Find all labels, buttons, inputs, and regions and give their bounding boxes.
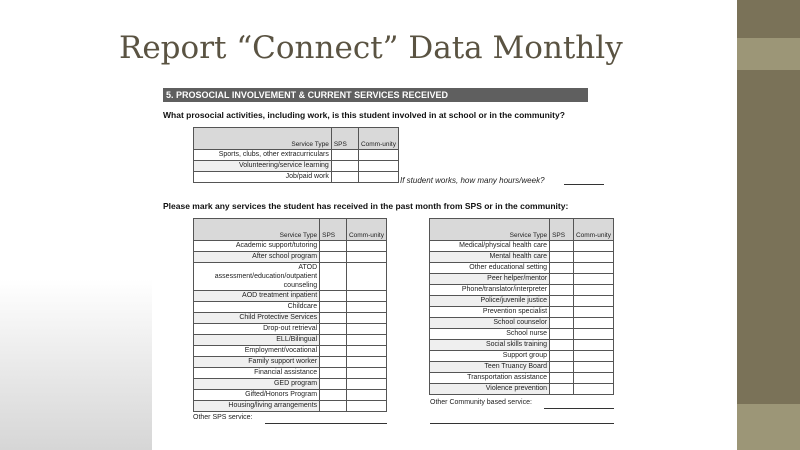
- table-row: [194, 150, 399, 161]
- table-row: [430, 362, 614, 373]
- table-row: [194, 379, 387, 390]
- row-label: Job/paid work: [194, 172, 332, 183]
- community-checkbox-cell[interactable]: [346, 313, 386, 324]
- sps-checkbox-cell[interactable]: [550, 241, 574, 252]
- col-sps: SPS: [550, 219, 574, 241]
- table-row: [430, 252, 614, 263]
- community-checkbox-cell[interactable]: [358, 150, 398, 161]
- community-checkbox-cell[interactable]: [573, 340, 613, 351]
- table-row: [430, 296, 614, 307]
- sps-checkbox-cell[interactable]: [320, 241, 347, 252]
- table-row: [194, 241, 387, 252]
- sps-checkbox-cell[interactable]: [550, 362, 574, 373]
- sps-checkbox-cell[interactable]: [320, 335, 347, 346]
- table-row: [194, 302, 387, 313]
- sps-checkbox-cell[interactable]: [331, 172, 358, 183]
- community-checkbox-cell[interactable]: [573, 362, 613, 373]
- community-checkbox-cell[interactable]: [346, 346, 386, 357]
- sps-checkbox-cell[interactable]: [550, 373, 574, 384]
- community-checkbox-cell[interactable]: [573, 252, 613, 263]
- sps-checkbox-cell[interactable]: [320, 390, 347, 401]
- right-accent-band-bottom: [737, 404, 800, 450]
- community-checkbox-cell[interactable]: [346, 368, 386, 379]
- col-service-type: Service Type: [194, 219, 320, 241]
- sps-checkbox-cell[interactable]: [550, 307, 574, 318]
- sps-checkbox-cell[interactable]: [320, 379, 347, 390]
- sps-checkbox-cell[interactable]: [320, 357, 347, 368]
- table-row: [430, 351, 614, 362]
- community-checkbox-cell[interactable]: [346, 291, 386, 302]
- slide-title: Report “Connect” Data Monthly: [119, 30, 623, 66]
- table-header-row: [194, 128, 399, 150]
- sps-checkbox-cell[interactable]: [320, 302, 347, 313]
- table-row: [194, 357, 387, 368]
- row-label: Support group: [430, 351, 550, 362]
- sps-checkbox-cell[interactable]: [550, 384, 574, 395]
- sps-checkbox-cell[interactable]: [320, 324, 347, 335]
- services-table-left: [193, 218, 387, 412]
- row-label: Sports, clubs, other extracurriculars: [194, 150, 332, 161]
- row-label: Gifted/Honors Program: [194, 390, 320, 401]
- community-checkbox-cell[interactable]: [346, 401, 386, 412]
- sps-checkbox-cell[interactable]: [550, 252, 574, 263]
- table-row: [430, 285, 614, 296]
- table-row: [194, 401, 387, 412]
- table-row: [194, 390, 387, 401]
- row-label: AOD treatment inpatient: [194, 291, 320, 302]
- services-table-right: [429, 218, 614, 395]
- sps-checkbox-cell[interactable]: [550, 263, 574, 274]
- row-label: Other educational setting: [430, 263, 550, 274]
- sps-checkbox-cell[interactable]: [550, 340, 574, 351]
- question-services: Please mark any services the student has received in the past month from SPS or in the community:: [163, 201, 569, 211]
- row-label: Transportation assistance: [430, 373, 550, 384]
- community-checkbox-cell[interactable]: [358, 172, 398, 183]
- table-row: [430, 263, 614, 274]
- sps-checkbox-cell[interactable]: [550, 351, 574, 362]
- other-community-service-label: Other Community based service:: [430, 399, 532, 406]
- table-row: [430, 241, 614, 252]
- other-community-service-field-line2[interactable]: [430, 423, 614, 424]
- table-row: [194, 161, 399, 172]
- sps-checkbox-cell[interactable]: [320, 346, 347, 357]
- row-label: Social skills training: [430, 340, 550, 351]
- table-row: [430, 274, 614, 285]
- table-header-row: [430, 219, 614, 241]
- community-checkbox-cell[interactable]: [358, 161, 398, 172]
- table-row: [430, 340, 614, 351]
- community-checkbox-cell[interactable]: [346, 390, 386, 401]
- row-label: School counselor: [430, 318, 550, 329]
- row-label: After school program: [194, 252, 320, 263]
- row-label: Employment/vocational: [194, 346, 320, 357]
- table-row: [430, 307, 614, 318]
- other-sps-service-label: Other SPS service:: [193, 414, 253, 421]
- col-service-type: Service Type: [430, 219, 550, 241]
- table-row: [194, 252, 387, 263]
- other-sps-service-field[interactable]: [265, 423, 387, 424]
- table-row: [194, 335, 387, 346]
- col-sps: SPS: [331, 128, 358, 150]
- row-label: Prevention specialist: [430, 307, 550, 318]
- row-label: Volunteering/service learning: [194, 161, 332, 172]
- sps-checkbox-cell[interactable]: [550, 285, 574, 296]
- table-row: [194, 263, 387, 291]
- col-community: Comm-unity: [573, 219, 613, 241]
- sps-checkbox-cell[interactable]: [320, 313, 347, 324]
- table-row: [194, 346, 387, 357]
- community-checkbox-cell[interactable]: [573, 241, 613, 252]
- row-label: Family support worker: [194, 357, 320, 368]
- form-document: [152, 80, 737, 450]
- community-checkbox-cell[interactable]: [346, 263, 386, 291]
- sps-checkbox-cell[interactable]: [320, 263, 347, 291]
- col-sps: SPS: [320, 219, 347, 241]
- row-label: Phone/translator/interpreter: [430, 285, 550, 296]
- sps-checkbox-cell[interactable]: [550, 329, 574, 340]
- row-label: Violence prevention: [430, 384, 550, 395]
- community-checkbox-cell[interactable]: [573, 318, 613, 329]
- community-checkbox-cell[interactable]: [346, 241, 386, 252]
- sps-checkbox-cell[interactable]: [331, 150, 358, 161]
- hours-per-week-label: If student works, how many hours/week?: [400, 176, 545, 185]
- sps-checkbox-cell[interactable]: [550, 274, 574, 285]
- sps-checkbox-cell[interactable]: [320, 401, 347, 412]
- row-label: Drop-out retrieval: [194, 324, 320, 335]
- community-checkbox-cell[interactable]: [346, 302, 386, 313]
- row-label: Teen Truancy Board: [430, 362, 550, 373]
- section-header: 5. PROSOCIAL INVOLVEMENT & CURRENT SERVICES RECEIVED: [163, 88, 588, 102]
- table-row: [194, 291, 387, 302]
- sps-checkbox-cell[interactable]: [331, 161, 358, 172]
- sps-checkbox-cell[interactable]: [320, 368, 347, 379]
- prosocial-table: [193, 127, 399, 183]
- community-checkbox-cell[interactable]: [573, 285, 613, 296]
- community-checkbox-cell[interactable]: [573, 296, 613, 307]
- table-row: [430, 329, 614, 340]
- question-prosocial: What prosocial activities, including work, is this student involved in at school or in the community?: [163, 110, 565, 120]
- row-label: ELL/Bilingual: [194, 335, 320, 346]
- col-community: Comm-unity: [346, 219, 386, 241]
- community-checkbox-cell[interactable]: [573, 384, 613, 395]
- hours-per-week-field[interactable]: [564, 184, 604, 185]
- community-checkbox-cell[interactable]: [346, 335, 386, 346]
- row-label: Mental health care: [430, 252, 550, 263]
- left-background-gradient: [0, 0, 152, 450]
- table-row: [430, 373, 614, 384]
- table-header-row: [194, 219, 387, 241]
- row-label: GED program: [194, 379, 320, 390]
- col-community: Comm-unity: [358, 128, 398, 150]
- sps-checkbox-cell[interactable]: [550, 296, 574, 307]
- table-row: [194, 172, 399, 183]
- sps-checkbox-cell[interactable]: [550, 318, 574, 329]
- community-checkbox-cell[interactable]: [573, 307, 613, 318]
- row-label: Peer helper/mentor: [430, 274, 550, 285]
- table-row: [194, 324, 387, 335]
- row-label: Financial assistance: [194, 368, 320, 379]
- row-label: Child Protective Services: [194, 313, 320, 324]
- table-row: [430, 384, 614, 395]
- col-service-type: Service Type: [194, 128, 332, 150]
- row-label: Childcare: [194, 302, 320, 313]
- community-checkbox-cell[interactable]: [346, 324, 386, 335]
- community-checkbox-cell[interactable]: [573, 351, 613, 362]
- row-label: Medical/physical health care: [430, 241, 550, 252]
- community-checkbox-cell[interactable]: [346, 252, 386, 263]
- row-label: ATOD assessment/education/outpatient counseling: [194, 263, 320, 291]
- row-label: Police/juvenile justice: [430, 296, 550, 307]
- community-checkbox-cell[interactable]: [573, 274, 613, 285]
- row-label: Housing/living arrangements: [194, 401, 320, 412]
- community-checkbox-cell[interactable]: [573, 329, 613, 340]
- sps-checkbox-cell[interactable]: [320, 291, 347, 302]
- table-row: [194, 313, 387, 324]
- community-checkbox-cell[interactable]: [346, 357, 386, 368]
- other-community-service-field[interactable]: [544, 408, 614, 409]
- sps-checkbox-cell[interactable]: [320, 252, 347, 263]
- community-checkbox-cell[interactable]: [573, 263, 613, 274]
- right-accent-band-top: [737, 38, 800, 70]
- row-label: Academic support/tutoring: [194, 241, 320, 252]
- community-checkbox-cell[interactable]: [346, 379, 386, 390]
- community-checkbox-cell[interactable]: [573, 373, 613, 384]
- row-label: School nurse: [430, 329, 550, 340]
- table-row: [430, 318, 614, 329]
- table-row: [194, 368, 387, 379]
